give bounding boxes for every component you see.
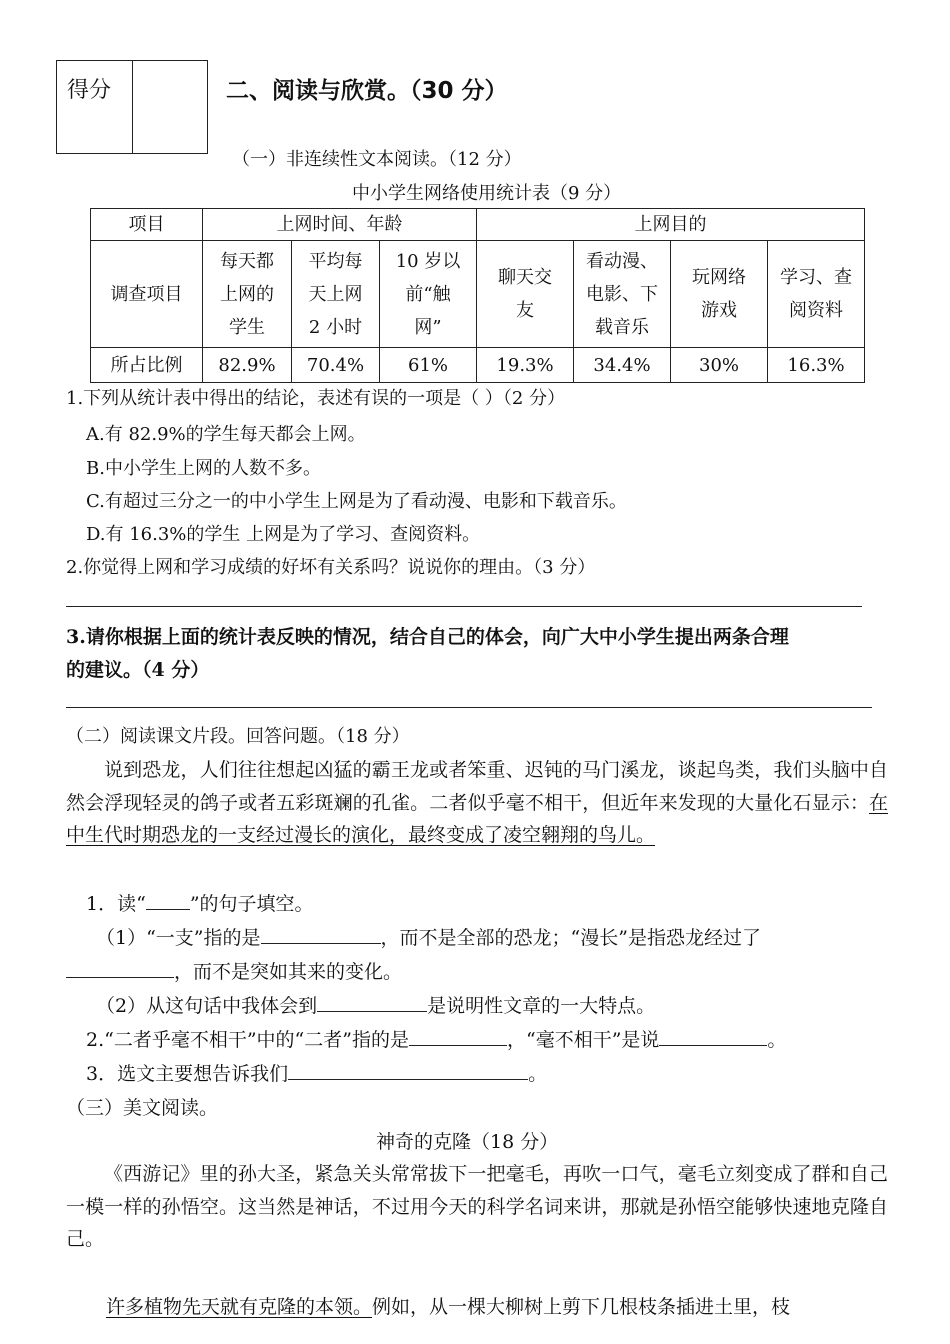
- part2-question-3: 3．选文主要想告诉我们 。: [86, 1063, 548, 1085]
- table-cell: 学习、查 阅资料: [768, 241, 865, 348]
- part2-question-1: 1．读“ ”的句子填空。: [86, 893, 314, 915]
- table-cell: 19.3%: [477, 348, 574, 383]
- table-cell: 上网目的: [477, 209, 865, 241]
- option-c[interactable]: C.有超过三分之一的中小学生上网是为了看动漫、电影和下载音乐。: [86, 491, 627, 512]
- part1-heading: （一）非连续性文本阅读。（12 分）: [232, 149, 522, 170]
- option-a[interactable]: A.有 82.9%的学生每天都会上网。: [86, 424, 366, 445]
- part3-heading: （三）美文阅读。: [66, 1097, 219, 1119]
- fill-blank[interactable]: [66, 959, 174, 978]
- part2-question-2: 2.“二者乎毫不相干”中的“二者”指的是 ，“毫不相干”是说 。: [86, 1029, 787, 1051]
- stats-table: [90, 208, 865, 383]
- table-cell: 16.3%: [768, 348, 865, 383]
- option-b[interactable]: B.中小学生上网的人数不多。: [86, 458, 321, 479]
- score-blank[interactable]: [133, 61, 207, 153]
- table-cell: 30%: [671, 348, 768, 383]
- table-cell: 61%: [380, 348, 477, 383]
- table-cell: 上网时间、年龄: [203, 209, 477, 241]
- article-title: 神奇的克隆（18 分）: [376, 1131, 559, 1153]
- part2-question-1-1-cont: ，而不是突如其来的变化。: [66, 957, 402, 984]
- question-2: 2.你觉得上网和学习成绩的好坏有关系吗？说说你的理由。（3 分）: [66, 557, 596, 578]
- table-cell: 70.4%: [292, 348, 380, 383]
- part2-heading: （二）阅读课文片段。回答问题。（18 分）: [66, 726, 410, 747]
- fill-blank[interactable]: [659, 1027, 767, 1046]
- table-title: 中小学生网络使用统计表（9 分）: [352, 183, 622, 204]
- table-cell: 看动漫、 电影、下 载音乐: [574, 241, 671, 348]
- option-d[interactable]: D.有 16.3%的学生 上网是为了学习、查阅资料。: [86, 524, 481, 545]
- table-cell: 所占比例: [91, 348, 203, 383]
- part3-paragraph-2: 许多植物先天就有克隆的本领。例如，从一棵大柳树上剪下几根枝条插进土里，枝: [106, 1296, 791, 1318]
- underlined-sentence: 在中生代时期恐龙的一支经过漫长的演化，最终变成了凌空翱翔的鸟儿。: [66, 791, 888, 846]
- part2-question-1-1: （1）“一支”指的是 ，而不是全部的恐龙；“漫长”是指恐龙经过了: [96, 927, 761, 949]
- table-cell: 82.9%: [203, 348, 292, 383]
- table-cell: 34.4%: [574, 348, 671, 383]
- part3-paragraph-1: 《西游记》里的孙大圣，紧急关头常常拔下一把毫毛，再吹一口气，毫毛立刻变成了群和自己一模一样的孙悟空。这当然是神话，不过用今天的科学名词来讲，那就是孙悟空能够快速地克隆自己。: [66, 1163, 888, 1250]
- answer-line-q3[interactable]: [66, 707, 872, 708]
- fill-blank[interactable]: [317, 993, 427, 1012]
- section-title: 二、阅读与欣赏。（30 分）: [226, 78, 508, 104]
- part2-passage: 说到恐龙，人们往往想起凶猛的霸王龙或者笨重、迟钝的马门溪龙，谈起鸟类，我们头脑中自然会浮现轻灵的鸽子或者五彩斑斓的孔雀。二者似乎毫不相干，但近年来发现的大量化石显示：在中生代时期恐龙的一支经过漫长的演化，最终变成了凌空翱翔的鸟儿。: [66, 759, 888, 846]
- question-3-line2: 的建议。（4 分）: [66, 659, 210, 681]
- table-cell: 每天都 上网的 学生: [203, 241, 292, 348]
- question-3-line1: 3.请你根据上面的统计表反映的情况，结合自己的体会，向广大中小学生提出两条合理: [66, 626, 789, 648]
- table-cell: 平均每 天上网 2 小时: [292, 241, 380, 348]
- table-cell: 调查项目: [91, 241, 203, 348]
- table-cell: 项目: [91, 209, 203, 241]
- score-label: 得分: [57, 61, 133, 153]
- score-box: [56, 60, 208, 154]
- table-cell: 10 岁以 前“触 网”: [380, 241, 477, 348]
- answer-line-q2[interactable]: [66, 606, 862, 607]
- fill-blank[interactable]: [409, 1027, 507, 1046]
- table-row: [91, 241, 865, 348]
- table-cell: 玩网络 游戏: [671, 241, 768, 348]
- part2-question-1-2: （2）从这句话中我体会到 是说明性文章的一大特点。: [96, 995, 656, 1017]
- table-row: [91, 348, 865, 383]
- table-header-row: [91, 209, 865, 241]
- question-1: 1.下列从统计表中得出的结论，表述有误的一项是（ ）（2 分）: [66, 388, 566, 409]
- table-cell: 聊天交 友: [477, 241, 574, 348]
- fill-blank[interactable]: [288, 1061, 528, 1080]
- fill-blank[interactable]: [261, 925, 381, 944]
